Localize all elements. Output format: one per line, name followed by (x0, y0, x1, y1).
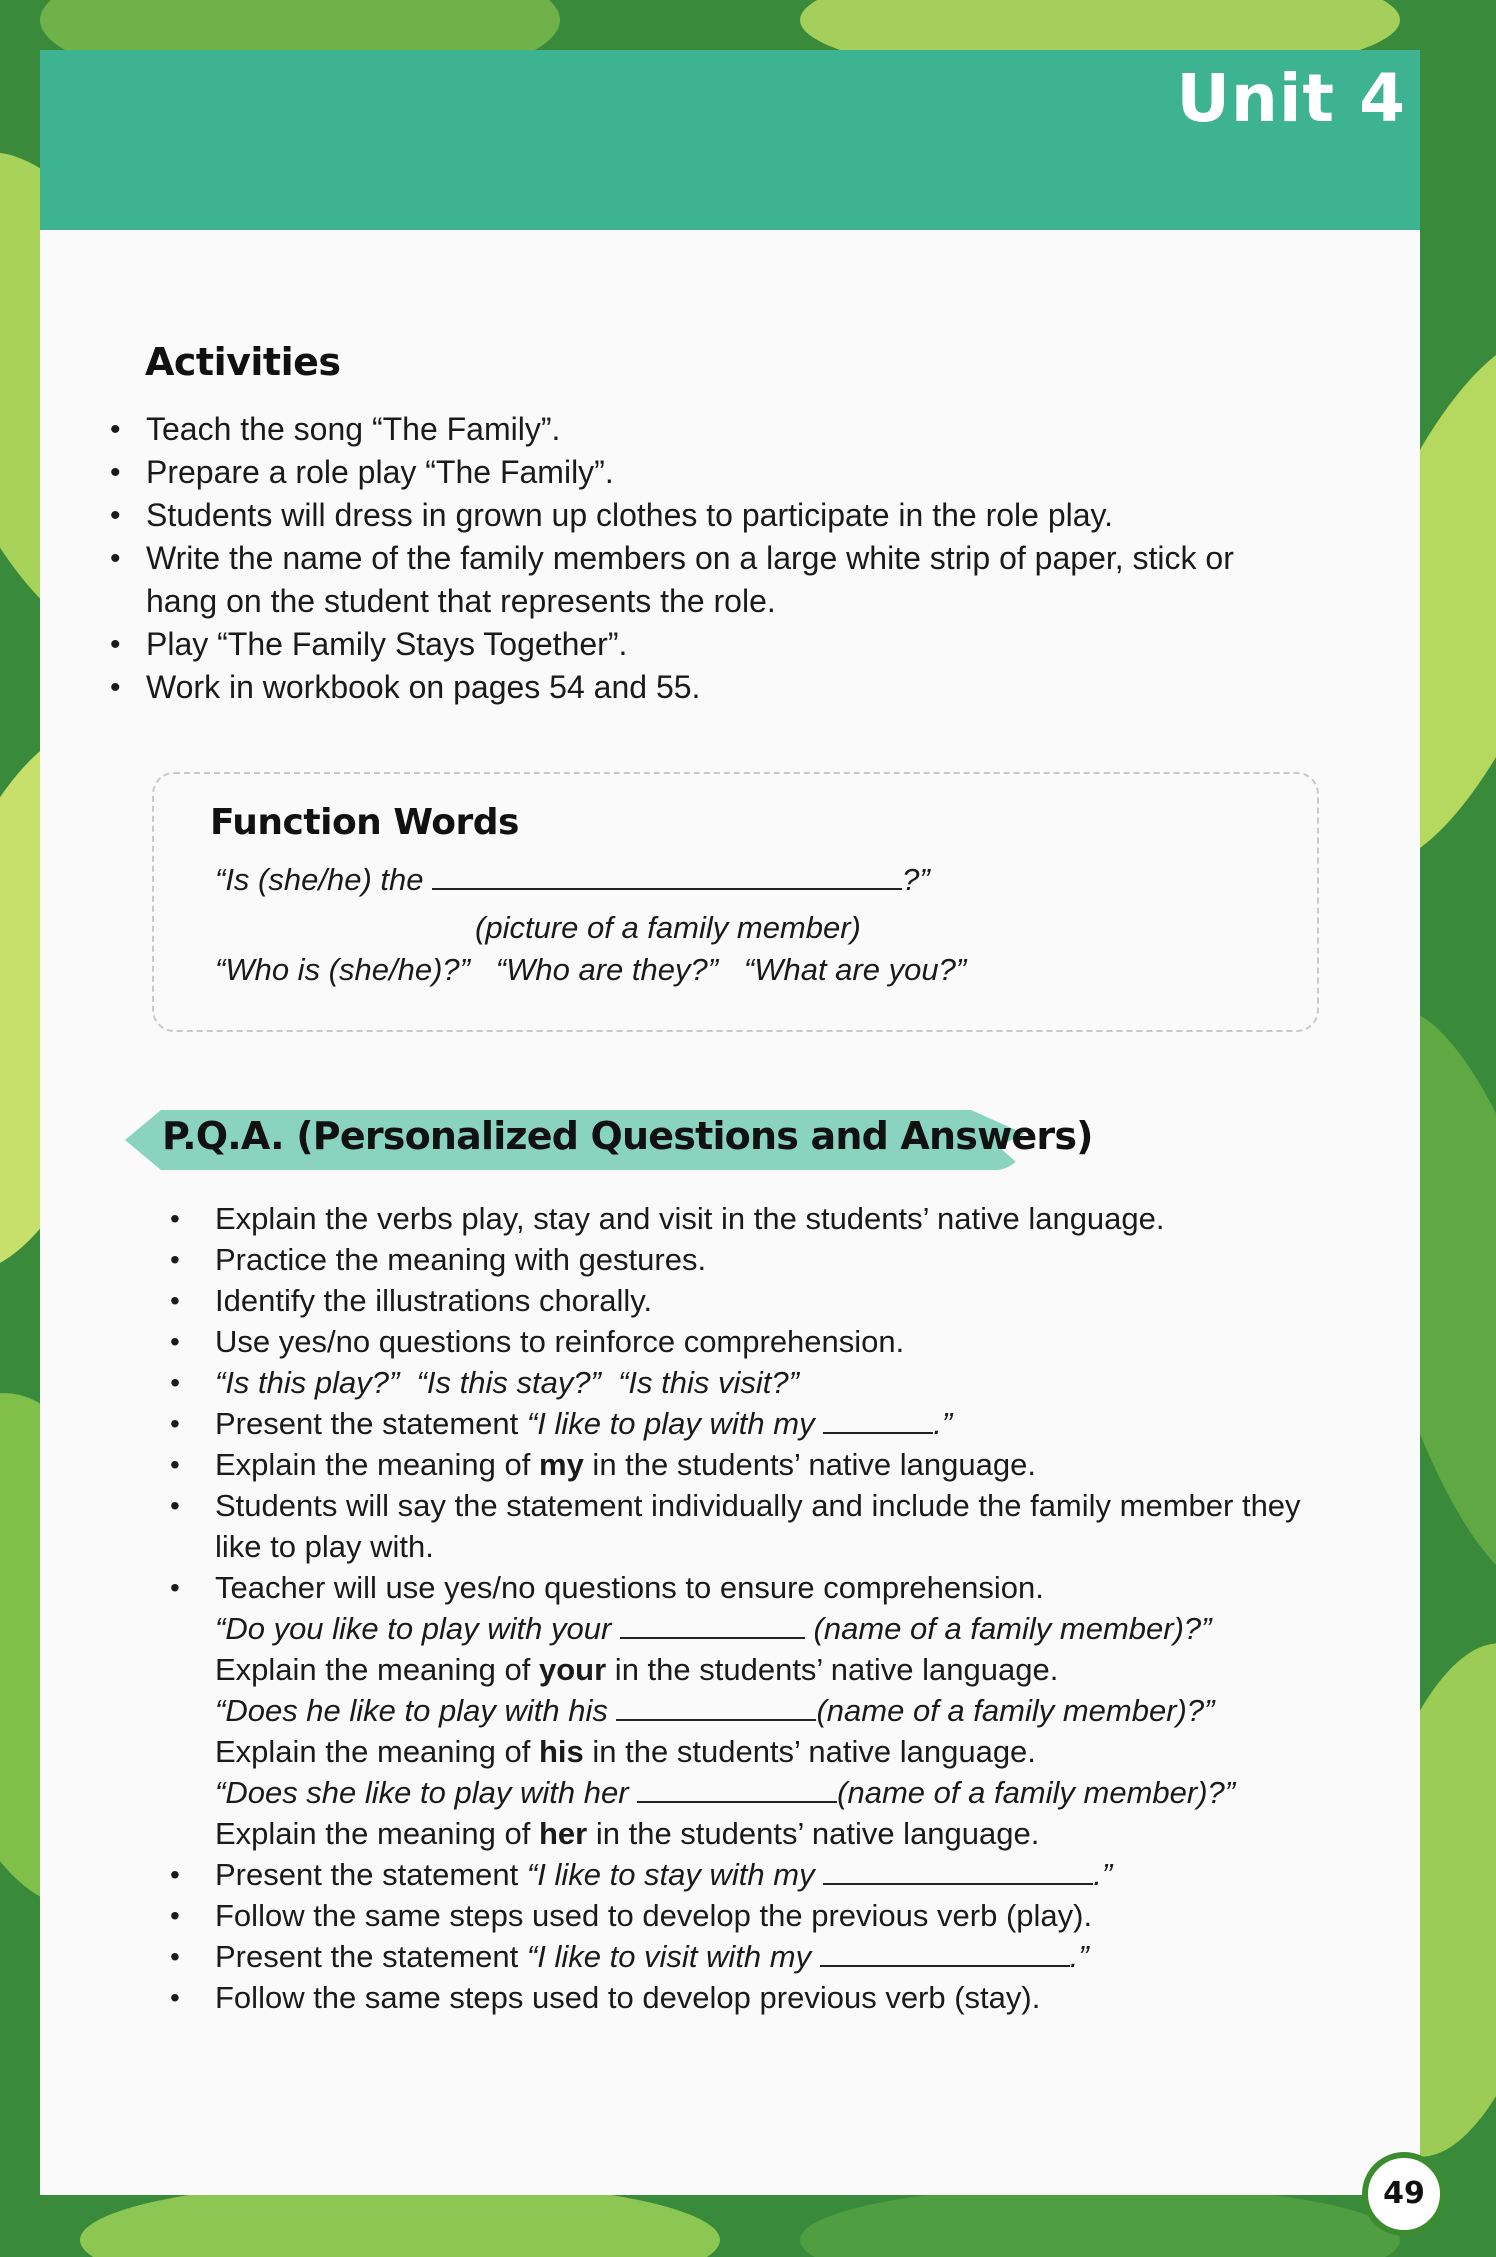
list-item (170, 1690, 1320, 1731)
activities-list (110, 408, 1310, 709)
list-item: • Teacher will use yes/no questions to ensure comprehension. (170, 1567, 1320, 1608)
item-text: Present the statement (215, 1857, 527, 1892)
list-item (170, 1772, 1320, 1813)
fill-in-blank (823, 1863, 1093, 1885)
item-text: in the students’ native language. (606, 1652, 1059, 1687)
fill-in-blank (620, 1617, 805, 1639)
item-bold: his (539, 1734, 584, 1769)
list-item (170, 1813, 1320, 1854)
item-quote-end: .” (1093, 1857, 1113, 1892)
item-text: in the students’ native language. (587, 1816, 1040, 1851)
list-item: • Teach the song “The Family”. (110, 408, 1310, 451)
item-quote: “I like to play with my (526, 1406, 815, 1441)
pqa-heading: P.Q.A. (Personalized Questions and Answers) (162, 1114, 1093, 1158)
list-item: • Follow the same steps used to develop previous verb (stay). (170, 1977, 1320, 2018)
list-item: • Write the name of the family members on a large white strip of paper, stick or hang on the student that represents the role. (110, 537, 1246, 623)
list-item: • Use yes/no questions to reinforce comprehension. (170, 1321, 1320, 1362)
item-text: in the students’ native language. (583, 1447, 1036, 1482)
list-item: • Prepare a role play “The Family”. (110, 451, 1310, 494)
page-number: 49 (1362, 2152, 1446, 2236)
fill-in-blank (616, 1699, 816, 1721)
list-item: • Practice the meaning with gestures. (170, 1239, 1320, 1280)
function-words-line-1 (215, 862, 930, 898)
item-text: Explain the meaning of (215, 1652, 539, 1687)
item-quote-end: .” (933, 1406, 953, 1441)
list-item (170, 1731, 1320, 1772)
unit-title: Unit 4 (1176, 60, 1406, 137)
item-text: Explain the meaning of (215, 1734, 539, 1769)
list-item (170, 1608, 1320, 1649)
fill-in-blank (637, 1781, 837, 1803)
activities-heading: Activities (145, 340, 341, 384)
list-item (170, 1854, 1320, 1895)
item-quote: “Do you like to play with your (215, 1611, 612, 1646)
list-item: • Follow the same steps used to develop the previous verb (play). (170, 1895, 1320, 1936)
fill-in-blank (820, 1945, 1070, 1967)
item-text: in the students’ native language. (583, 1734, 1036, 1769)
fw-line1-end: ?” (902, 862, 930, 897)
list-item: • Students will dress in grown up clothes to participate in the role play. (110, 494, 1310, 537)
item-quote: “I like to visit with my (526, 1939, 812, 1974)
item-quote: “Does he like to play with his (215, 1693, 608, 1728)
item-bold: her (539, 1816, 588, 1851)
item-quote-end: (name of a family member)?” (816, 1693, 1215, 1728)
list-item (170, 1444, 1320, 1485)
fw-line1-start: “Is (she/he) the (215, 862, 424, 897)
function-words-line-2: (picture of a family member) (475, 910, 861, 945)
item-quote: “Does she like to play with her (215, 1775, 629, 1810)
item-quote-end: (name of a family member)?” (813, 1611, 1212, 1646)
item-bold: my (539, 1447, 584, 1482)
list-item (170, 1936, 1320, 1977)
item-bold: your (539, 1652, 607, 1687)
item-quote-end: .” (1069, 1939, 1089, 1974)
item-text: Explain the meaning of (215, 1816, 539, 1851)
list-item: • “Is this play?” “Is this stay?” “Is this visit?” (170, 1362, 1320, 1403)
fill-in-blank (823, 1412, 933, 1434)
item-text: Present the statement (215, 1406, 527, 1441)
fill-in-blank (432, 866, 902, 890)
item-quote: “I like to stay with my (526, 1857, 815, 1892)
list-item: • Identify the illustrations chorally. (170, 1280, 1320, 1321)
item-quote-end: (name of a family member)?” (837, 1775, 1236, 1810)
list-item: • Work in workbook on pages 54 and 55. (110, 666, 1310, 709)
item-text: Present the statement (215, 1939, 527, 1974)
item-text: Explain the meaning of (215, 1447, 539, 1482)
function-words-heading: Function Words (210, 802, 519, 843)
list-item: • Play “The Family Stays Together”. (110, 623, 1310, 666)
list-item: • Explain the verbs play, stay and visit in the students’ native language. (170, 1198, 1320, 1239)
pqa-list (170, 1198, 1320, 2018)
list-item (170, 1403, 1320, 1444)
function-words-line-3: “Who is (she/he)?” “Who are they?” “What are you?” (215, 952, 967, 987)
list-item: • Students will say the statement individually and include the family member they like to play with. (170, 1485, 1320, 1567)
list-item (170, 1649, 1320, 1690)
